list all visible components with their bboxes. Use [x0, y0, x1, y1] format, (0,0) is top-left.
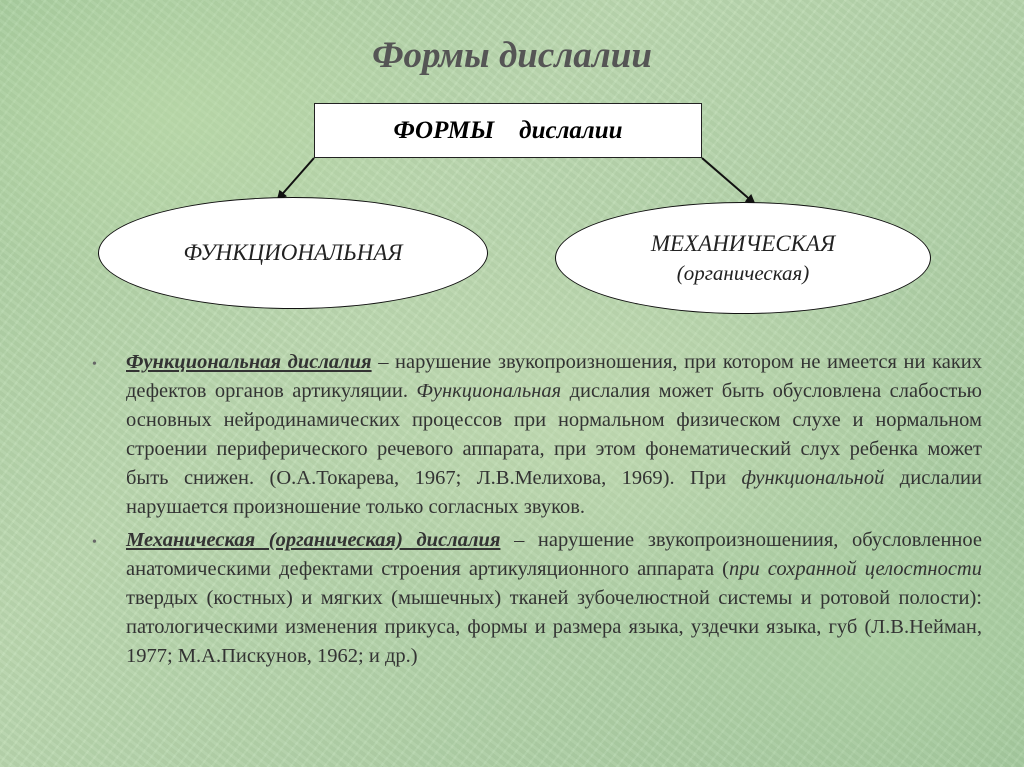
node-mechanical-sublabel: (органическая) [676, 260, 810, 285]
text-segment: – нарушение звукопроизношения, при котором не имеется ни каких дефектов органов артикуляции. [126, 351, 983, 402]
text-segment: твердых (костных) и мягких (мышечных) тканей зубочелюстной системы и ротовой полости): патологическими изменения прикуса, формы и размера языка, уздечки языка, губ (Л.В.Нейман, 1977; М.А.Пискунов, 1962; и др.) [126, 587, 982, 667]
italic-segment: Функциональная [416, 380, 562, 402]
text-segment: дислалии нарушается произношение только согласных звуков. [126, 467, 982, 518]
bullet-icon: • [92, 357, 97, 372]
node-mechanical-label: МЕХАНИЧЕСКАЯ [650, 230, 836, 256]
definition-list [92, 348, 982, 675]
diagram-node-functional [98, 197, 488, 309]
text-segment: – нарушение звукопроизношениия, обусловленное анатомическими дефектами строения артикуляционного аппарата ( [126, 529, 982, 580]
bullet-icon: • [92, 535, 97, 550]
arrow-to-mechanical [702, 158, 754, 203]
text-segment: дислалия может быть обусловлена слабостью основных нейродинамических процессов при нормальном физическом слухе и нормальном строении периферического речевого аппарата, при этом фонематический слух ребенка может быть снижен. (О.А.Токарева, 1967; Л.В.Мелихова, 1969). При [126, 380, 982, 489]
diagram-root-node: ФОРМЫ дислалии [314, 103, 702, 158]
italic-segment: функциональной [741, 467, 885, 489]
list-item [92, 348, 982, 522]
list-item [92, 526, 982, 671]
page-title: Формы дислалии [372, 35, 652, 76]
arrow-to-functional [278, 158, 314, 199]
diagram-node-mechanical [555, 202, 931, 314]
term-mechanical: Механическая (органическая) дислалия [126, 529, 501, 551]
node-functional-label: ФУНКЦИОНАЛЬНАЯ [183, 240, 403, 265]
italic-segment: при сохранной целостности [728, 558, 982, 580]
term-functional: Функциональная дислалия [126, 351, 372, 373]
